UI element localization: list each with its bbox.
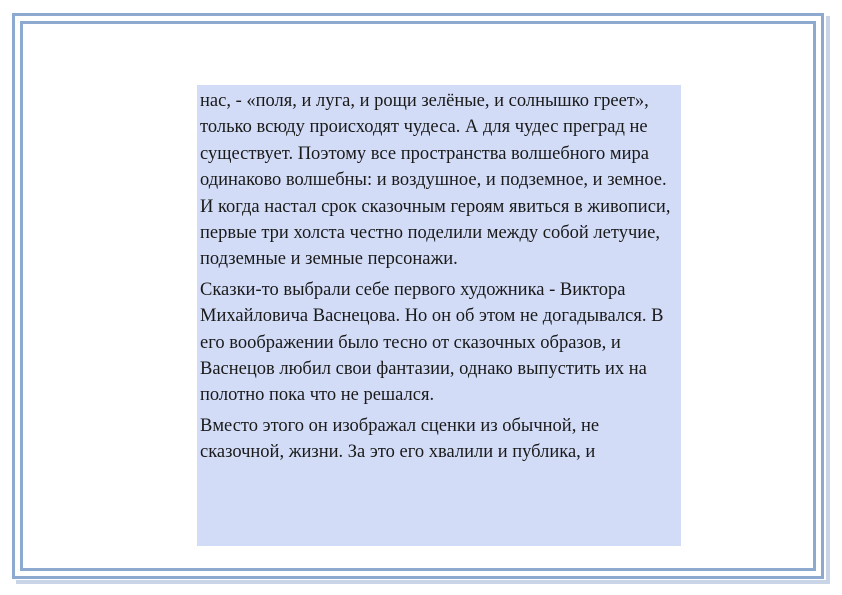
frame-shadow-right bbox=[826, 16, 830, 582]
text-box[interactable] bbox=[197, 85, 681, 546]
paragraph-1: нас, - «поля, и луга, и рощи зелёные, и солнышко греет», только всюду происходят чудеса. А для чудес преград не существует. Поэтому все пространства волшебного мира одинаково волшебны: и воздушное, и подземное, и земное. И когда настал срок сказочным героям явиться в живописи, первые три холста честно поделили между собой летучие, подземные и земные персонажи. bbox=[200, 91, 671, 270]
paragraph-2: Сказки-то выбрали себе первого художника - Виктора Михайловича Васнецова. Но он об этом не догадывался. В его воображении было тесно от сказочных образов, и Васнецов любил свои фантазии, однако выпустить их на полотно пока что не решался. bbox=[200, 279, 664, 406]
frame-shadow-bottom bbox=[16, 580, 830, 584]
paragraph-3: Вместо этого он изображал сценки из обычной, не сказочной, жизни. За это его хвалили и публика, и bbox=[200, 415, 600, 463]
